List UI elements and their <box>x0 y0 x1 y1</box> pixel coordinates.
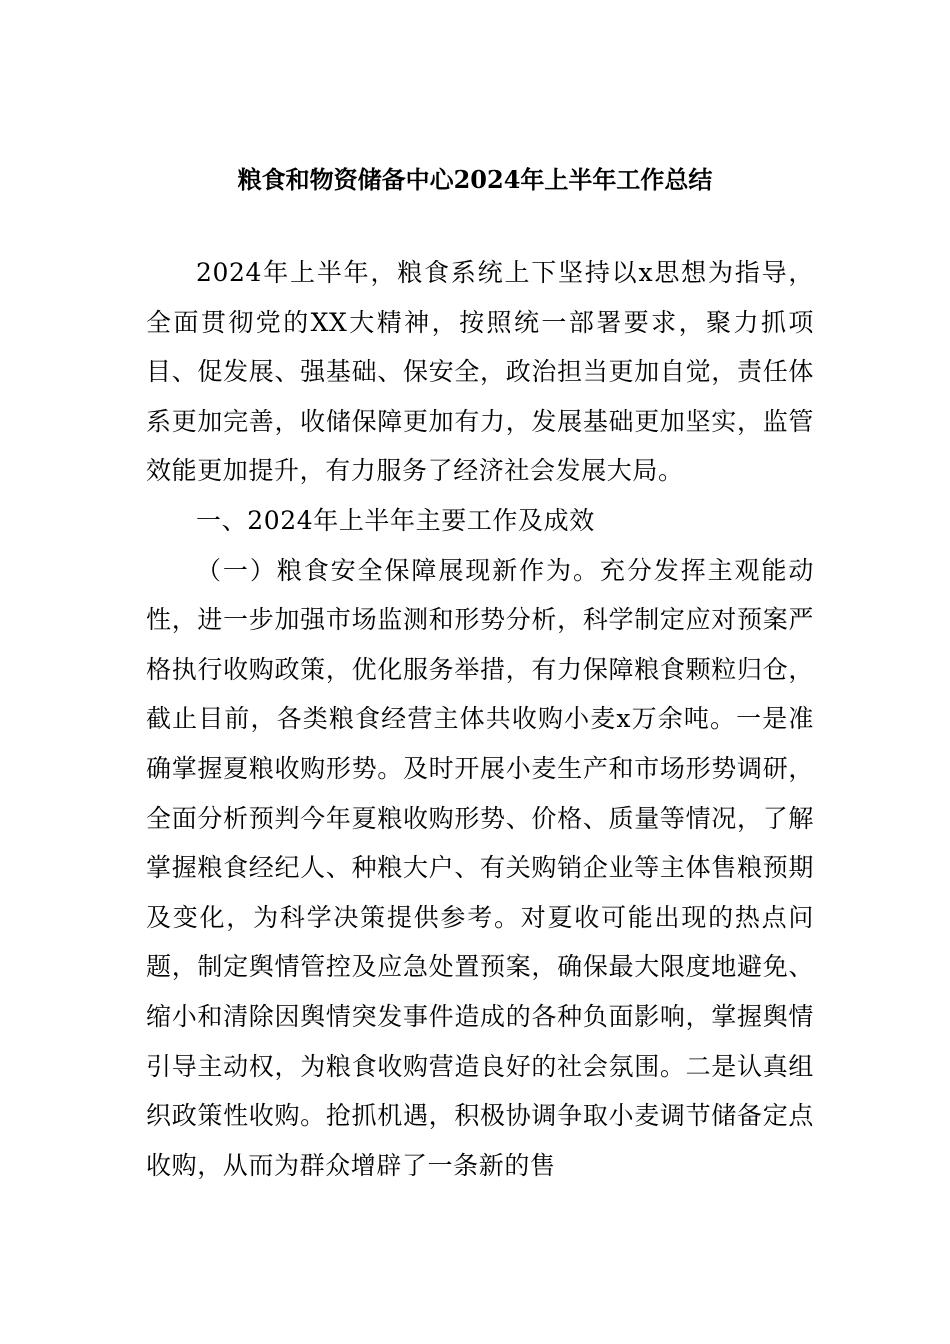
intro-paragraph: 2024年上半年，粮食系统上下坚持以x思想为指导，全面贯彻党的XX大精神，按照统一部署要求，聚力抓项目、促发展、强基础、保安全，政治担当更加自觉，责任体系更加完善，收储保障更加有力，发展基础更加坚实，监管效能更加提升，有力服务了经济社会发展大局。 <box>146 258 814 486</box>
document-title: 粮食和物资储备中心2024年上半年工作总结 <box>237 165 713 194</box>
section-heading: 一、2024年上半年主要工作及成效 <box>196 505 595 535</box>
subsection-paragraph: （一）粮食安全保障展现新作为。充分发挥主观能动性，进一步加强市场监测和形势分析，科学制定应对预案严格执行收购政策，优化服务举措，有力保障粮食颗粒归仓，截止目前，各类粮食经营主体共收购小麦x万余吨。一是准确掌握夏粮收购形势。及时开展小麦生产和市场形势调研，全面分析预判今年夏粮收购形势、价格、质量等情况，了解掌握粮食经纪人、种粮大户、有关购销企业等主体售粮预期及变化，为科学决策提供参考。对夏收可能出现的热点问题，制定舆情管控及应急处置预案，确保最大限度地避免、缩小和清除因舆情突发事件造成的各种负面影响，掌握舆情引导主动权，为粮食收购营造良好的社会氛围。二是认真组织政策性收购。抢抓机遇，积极协调争取小麦调节储备定点收购，从而为群众增辟了一条新的售 <box>146 555 814 1180</box>
document-body <box>146 248 814 1190</box>
